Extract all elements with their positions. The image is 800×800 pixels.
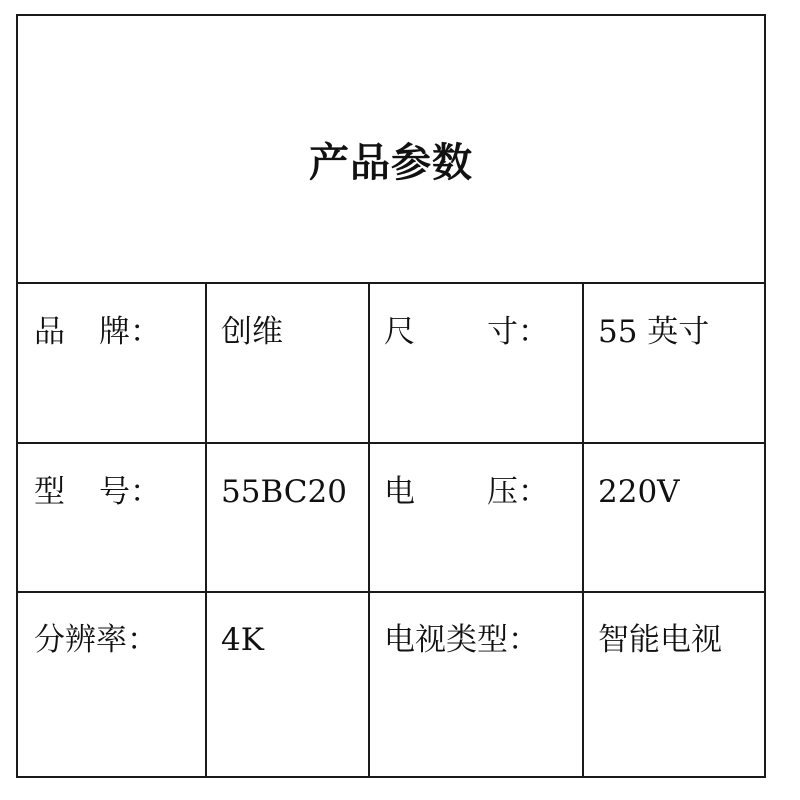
voltage-label <box>384 474 564 510</box>
size-value: 55 英寸 <box>598 314 710 350</box>
table-title: 产品参数 <box>309 140 473 186</box>
brand-label-char: 牌： <box>99 314 161 350</box>
voltage-label-char: 压： <box>487 474 549 510</box>
tv-type-value: 智能电视 <box>598 622 722 658</box>
model-value: 55BC20 <box>221 474 347 510</box>
brand-label <box>34 314 184 350</box>
voltage-label-char: 电 <box>384 474 415 510</box>
product-spec-table <box>16 14 766 778</box>
model-label <box>34 474 184 510</box>
resolution-label: 分辨率： <box>34 622 158 658</box>
row-divider <box>18 591 764 593</box>
size-label-char: 寸： <box>487 314 549 350</box>
brand-value: 创维 <box>221 314 283 350</box>
model-label-char: 号： <box>99 474 161 510</box>
model-label-char: 型 <box>34 474 65 510</box>
resolution-value: 4K <box>221 622 264 658</box>
tv-type-label: 电视类型： <box>384 622 539 658</box>
title-row <box>18 16 764 284</box>
column-divider <box>205 284 207 776</box>
column-divider <box>582 284 584 776</box>
column-divider <box>368 284 370 776</box>
row-divider <box>18 442 764 444</box>
size-label <box>384 314 564 350</box>
size-label-char: 尺 <box>384 314 415 350</box>
brand-label-char: 品 <box>34 314 65 350</box>
voltage-value: 220V <box>598 474 680 510</box>
